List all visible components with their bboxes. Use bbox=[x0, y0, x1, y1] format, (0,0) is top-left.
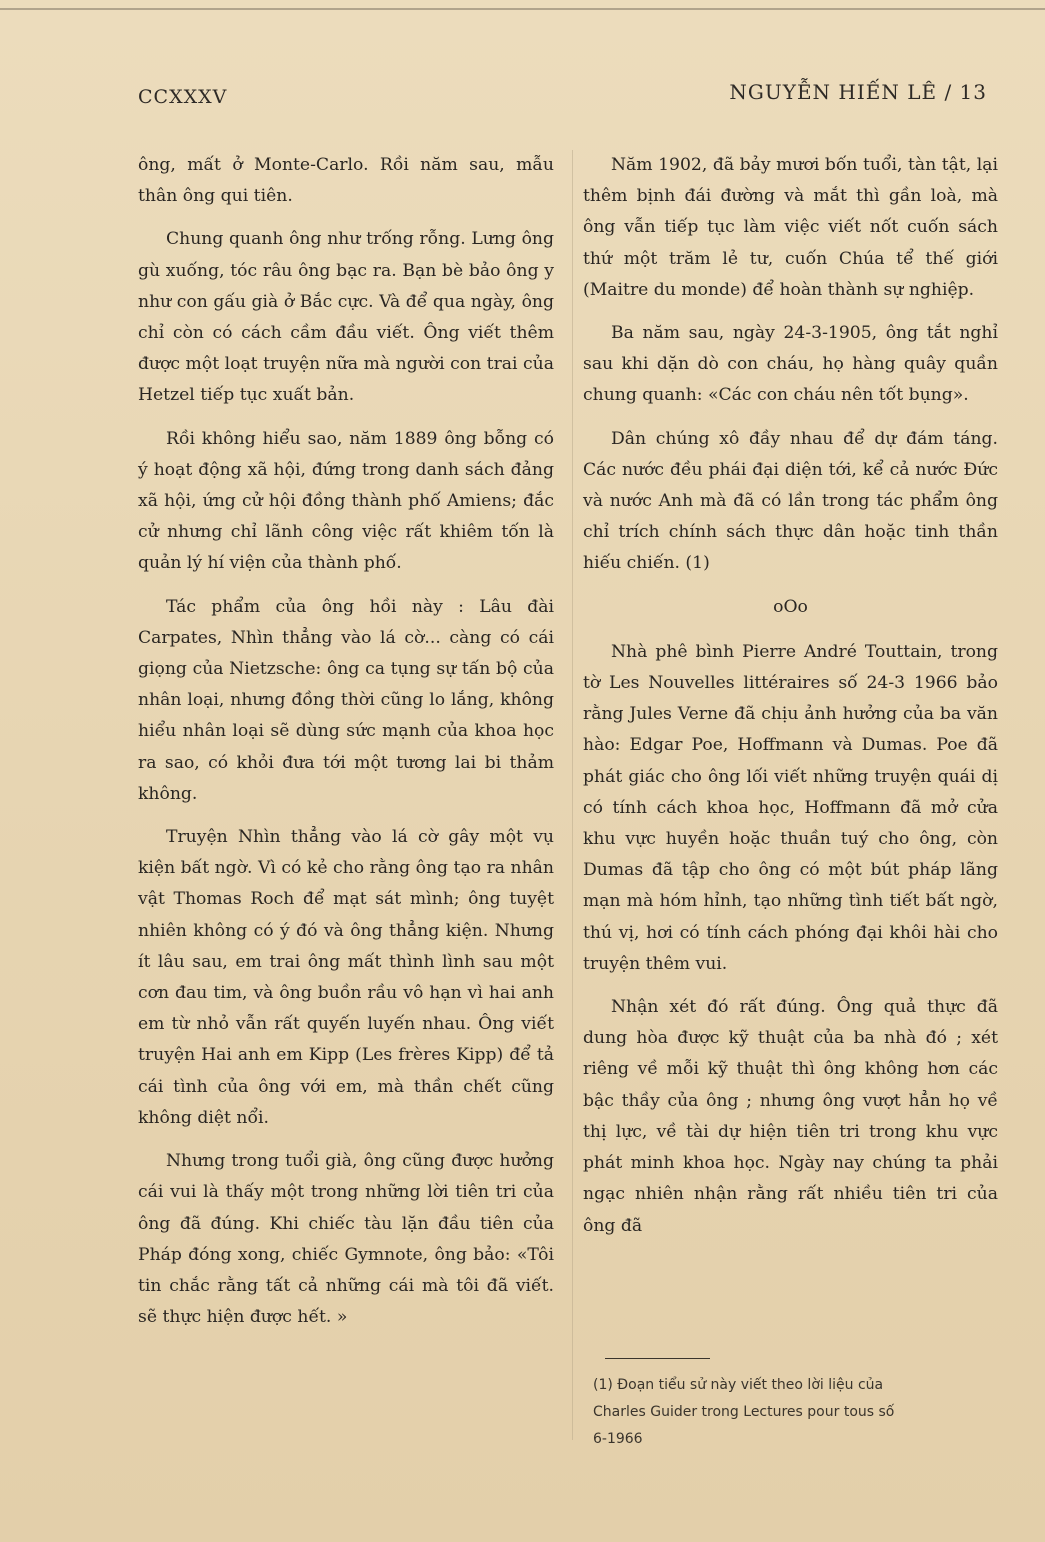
footnote-line: 6-1966 bbox=[593, 1431, 643, 1447]
section-separator: oOo bbox=[773, 596, 808, 617]
paragraph: Rồi không hiểu sao, năm 1889 ông bỗng có ý hoạt động xã hội, đứng trong danh sách đảng xã hội, ứng cử hội đồng thành phố Amiens; đắc cử nhưng chỉ lãnh công việc rất khiêm tốn là quản lý hí viện của thành phố. bbox=[138, 428, 554, 574]
paragraph: Năm 1902, đã bảy mươi bốn tuổi, tàn tật, lại thêm bịnh đái đường và mắt thì gần loà, mà ông vẫn tiếp tục làm việc viết nốt cuốn sách thứ một trăm lẻ tư, cuốn Chúa tể thế giới (Maitre du monde) để hoàn thành sự nghiệp. bbox=[583, 155, 998, 300]
left-column bbox=[138, 150, 554, 1345]
paragraph: Chung quanh ông như trống rỗng. Lưng ông gù xuống, tóc râu ông bạc ra. Bạn bè bảo ông y như con gấu già ở Bắc cực. Và để qua ngày, ông chỉ còn có cách cầm đầu viết. Ông viết thêm được một loạt truyện nữa mà người con trai của Hetzel tiếp tục xuất bản. bbox=[138, 229, 554, 406]
paragraph: Tác phẩm của ông hồi này : Lâu đài Carpates, Nhìn thẳng vào lá cờ... càng có cái giọng của Nietzsche: ông ca tụng sự tấn bộ của nhân loại, nhưng đồng thời cũng lo lắng, không hiểu nhân loại sẽ dùng sức mạnh của khoa học ra sao, có khỏi đưa tới một tương lai bi thảm không. bbox=[138, 596, 554, 804]
footnote-line: (1) Đoạn tiểu sử này viết theo lời liệu của bbox=[593, 1377, 884, 1393]
paragraph: Nhưng trong tuổi già, ông cũng được hưởng cái vui là thấy một trong những lời tiên tri của ông đã đúng. Khi chiếc tàu lặn đầu tiên của Pháp đóng xong, chiếc Gymnote, ông bảo: «Tôi tin chắc rằng tất cả những cái mà tôi đã viết. sẽ thực hiện được hết. » bbox=[138, 1151, 554, 1328]
page-header-right: NGUYỄN HIẾN LÊ / 13 bbox=[729, 80, 987, 104]
footnote-rule bbox=[605, 1358, 710, 1359]
footnote bbox=[593, 1372, 1003, 1453]
paragraph: Nhận xét đó rất đúng. Ông quả thực đã dung hòa được kỹ thuật của ba nhà đó ; xét riêng về mỗi kỹ thuật thì ông không hơn các bậc thầy của ông ; nhưng ông vượt hẳn họ về thị lực, về tài dự hiện tiên tri trong khu vực phát minh khoa học. Ngày nay chúng ta phải ngạc nhiên nhận rằng rất nhiều tiên tri của ông đã bbox=[583, 997, 998, 1236]
top-rule bbox=[0, 8, 1045, 10]
paragraph: Ba năm sau, ngày 24-3-1905, ông tắt nghỉ sau khi dặn dò con cháu, họ hàng quây quần chung quanh: «Các con cháu nên tốt bụng». bbox=[583, 323, 998, 406]
page-header-left: CCXXXV bbox=[138, 86, 228, 108]
column-divider bbox=[572, 150, 573, 1440]
paragraph: Truyện Nhìn thẳng vào lá cờ gây một vụ kiện bất ngờ. Vì có kẻ cho rằng ông tạo ra nhân vật Thomas Roch để mạt sát mình; ông tuyệt nhiên không có ý đó và ông thẳng kiện. Nhưng ít lâu sau, em trai ông mất thình lình sau một cơn đau tim, và ông buồn rầu vô hạn vì hai anh em từ nhỏ vẫn rất quyến luyến nhau. Ông viết truyện Hai anh em Kipp (Les frères Kipp) để tả cái tình của ông với em, mà thần chết cũng không diệt nổi. bbox=[138, 827, 554, 1128]
right-column bbox=[583, 150, 998, 1254]
footnote-line: Charles Guider trong Lectures pour tous số bbox=[593, 1404, 895, 1420]
paragraph: Nhà phê bình Pierre André Touttain, trong tờ Les Nouvelles littéraires số 24-3 1966 bảo rằng Jules Verne đã chịu ảnh hưởng của ba văn hào: Edgar Poe, Hoffmann và Dumas. Poe đã phát giác cho ông lối viết những truyện quái dị có tính cách khoa học, Hoffmann đã mở cửa khu vực huyền hoặc thuần tuý cho ông, còn Dumas đã tập cho ông có một bút pháp lãng mạn mà hóm hỉnh, tạo những tình tiết bất ngờ, thú vị, hơi có tính cách phóng đại khôi hài cho truyện thêm vui. bbox=[583, 641, 998, 974]
paragraph: ông, mất ở Monte-Carlo. Rồi năm sau, mẫu thân ông qui tiên. bbox=[138, 155, 554, 207]
paragraph: Dân chúng xô đầy nhau để dự đám táng. Các nước đều phái đại diện tới, kể cả nước Đức và nước Anh mà đã có lần trong tác phẩm ông chỉ trích chính sách thực dân hoặc tinh thần hiếu chiến. (1) bbox=[583, 428, 998, 574]
